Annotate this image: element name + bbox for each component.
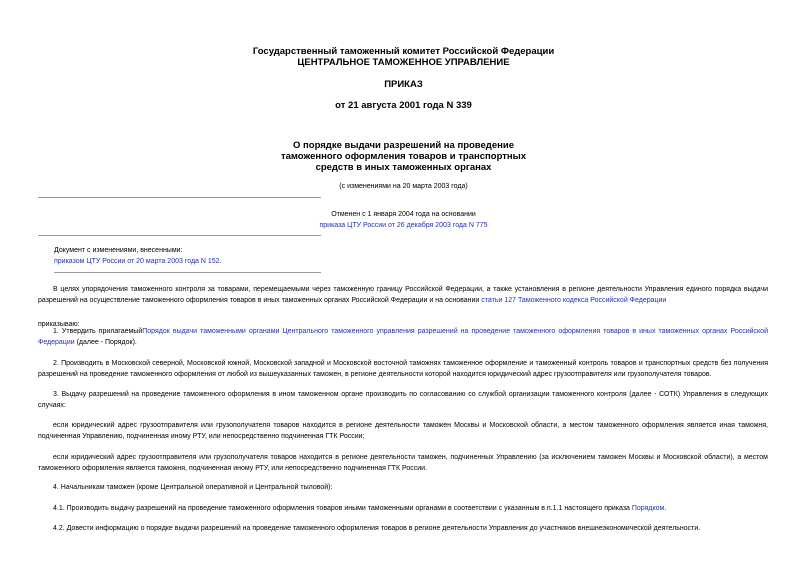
changes-note: Документ с изменениями, внесенными: [54,247,183,254]
item-3b-text: если юридический адрес грузоотправителя или грузополучателя товаров находится в регионе деятельности таможен, подчиненных Управлению (за исключением таможен Москвы и Московской области), а местом таможенного оформления является таможня, подчиненная иному РТУ, или непосредственно подчиненная ГТК России. [38,454,768,472]
item-4-2-text: 4.2. Довести информацию о порядке выдачи разрешений на проведение таможенного оформления товаров в регионе деятельности Управления до участников внешнеэкономической деятельности. [53,525,701,532]
changes-link-suffix: . [219,258,222,265]
item-3-text: 3. Выдачу разрешений на проведение таможенного оформления в ином таможенном органе производить по согласованию со службой организации таможенного контроля (далее - СОТК) Управления в следующих случаях: [38,391,768,409]
doc-title-line-3: средств в иных таможенных органах [315,162,492,173]
changes-link-line [54,257,222,268]
item-4-paragraph [38,483,332,494]
amendment-note: (с изменениями на 20 марта 2003 года) [339,183,468,190]
item-4-1-suffix: . [664,505,667,512]
preamble-paragraph [38,285,768,306]
cancel-note-link-line [0,221,807,230]
doc-type: ПРИКАЗ [384,79,423,90]
procedure-link[interactable]: Порядок выдачи таможенными органами Центрального таможенного управления разрешений на проведение таможенного оформления товаров в иных таможенных органах Российской Федерации [38,328,768,346]
divider [38,235,321,236]
item-3a-text: если юридический адрес грузоотправителя или грузополучателя товаров находится в регионе деятельности таможен Москвы и Московской области, а местом таможенного оформления является иная таможня, подчиненная Управлению, подчиненная иному РТУ, или непосредственно подчиненная ГТК России; [38,422,768,440]
preamble-text: В целях упорядочения таможенного контроля за товарами, перемещаемыми через таможенную границу Российской Федерации, а также установления в регионе деятельности Управления единого порядка выдачи разрешений на осуществление таможенного оформления товаров в иных таможенных органах Российской Федерации и на основании [38,286,768,304]
item-1-paragraph [38,327,768,348]
item-4-1-paragraph [38,504,666,515]
item-1-suffix: (далее - Порядок). [74,338,137,346]
divider [38,197,321,198]
amendment-order-link[interactable]: приказом ЦТУ России от 20 марта 2003 года N 152 [54,258,220,265]
item-4-1-text: 4.1. Производить выдачу разрешений на проведение таможенного оформления товаров иными таможенными органами в соответствии с указанным в п.1.1 настоящего приказа [53,505,632,512]
doc-date: от 21 августа 2001 года N 339 [335,100,472,111]
item-2-text: 2. Производить в Московской северной, Московской южной, Московской западной и Московской восточной таможнях таможенное оформление и таможенный контроль товаров и транспортных средств без получения разрешений на проведение таможенного оформления от любой из вышеуказанных таможен, в регионе деятельности которой находится юридический адрес грузоотправителя или грузополучателя товаров. [38,360,768,378]
item-4-text: 4. Начальникам таможен (кроме Центральной оперативной и Центральной тыловой): [53,484,333,491]
item-3-paragraph [38,390,768,411]
cancel-order-link[interactable]: приказа ЦТУ России от 26 декабря 2003 года N 775 [319,222,488,229]
item-2-paragraph [38,359,768,380]
cancel-note: Отменен с 1 января 2004 года на основании [331,211,476,218]
procedure-reference-link[interactable]: Порядком [631,505,665,512]
doc-title-line-1: О порядке выдачи разрешений на проведение [293,140,514,151]
committee-name: Государственный таможенный комитет Российской Федерации [252,46,555,57]
directorate-name: ЦЕНТРАЛЬНОЕ ТАМОЖЕННОЕ УПРАВЛЕНИЕ [297,57,510,68]
item-3b-paragraph [38,453,768,474]
doc-title-line-2: таможенного оформления товаров и транспортных [280,151,527,162]
item-4-2-paragraph [38,524,700,535]
customs-code-article-link[interactable]: статьи 127 Таможенного кодекса Российской Федерации [481,296,667,304]
divider [54,272,321,273]
item-3a-paragraph [38,421,768,442]
order-word: приказываю: [38,321,80,328]
item-1-text: 1. Утвердить прилагаемый [53,328,143,335]
